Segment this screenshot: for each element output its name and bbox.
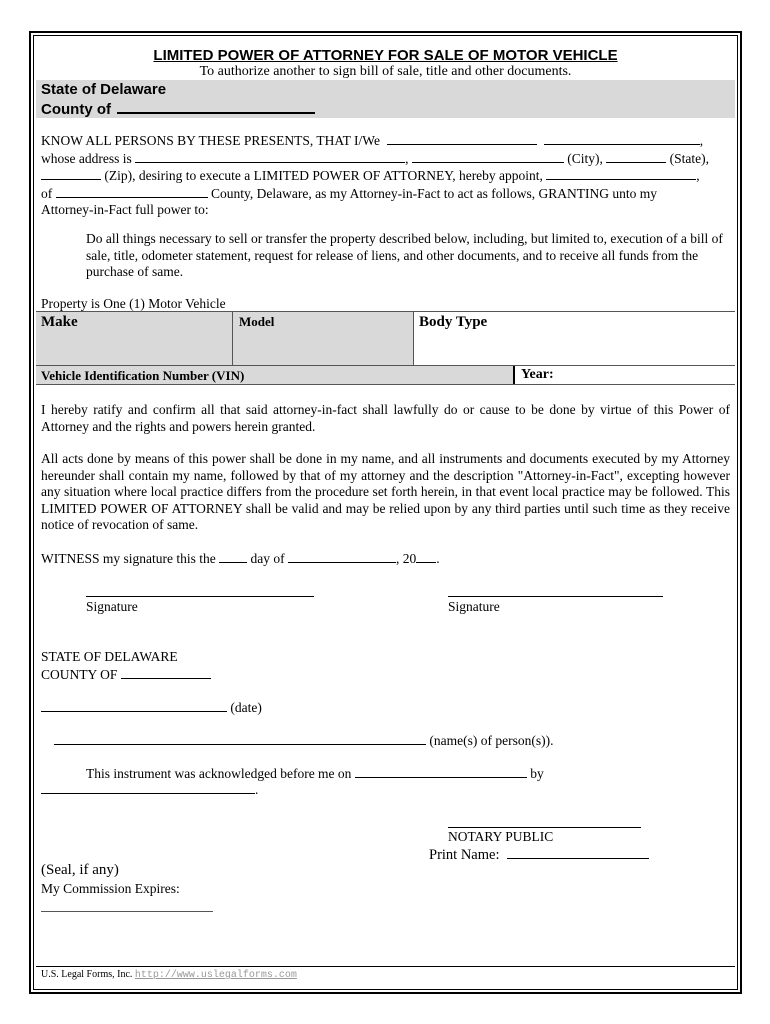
notary-county-blank[interactable] <box>121 666 211 679</box>
attorney-name-blank[interactable] <box>546 167 696 180</box>
body-type-label: Body Type <box>419 314 488 330</box>
intro-paragraph: KNOW ALL PERSONS BY THESE PRESENTS, THAT I/We , whose address is , (City), (State), (Zip), desiring to execute a LIMITED POWER OF ATTORNEY, hereby appoint, , of County, Delaware, as my Attorney-in-Fact to act as follows, GRANTING unto my Attorney-in-Fact full power to: <box>41 132 731 219</box>
acts-paragraph: All acts done by means of this power shall be done in my name, and all instruments and documents executed by my Attorney hereunder shall contain my name, followed by that of my attorney and the description "Attorney-in-Fact", excepting however any situation where local practice differs from the procedure set forth herein, in that event local practice may be followed. This LIMITED POWER OF ATTORNEY shall be valid and may be relied upon by any third parties until such time as they receive notice of revocation of same. <box>41 451 730 532</box>
vin-cell[interactable] <box>36 366 515 384</box>
document-subtitle: To authorize another to sign bill of sale, title and other documents. <box>199 64 572 79</box>
witness-year-prefix: , 20 <box>395 551 417 566</box>
state-field-label: (State), <box>669 150 709 166</box>
signature-line-right[interactable] <box>448 596 663 597</box>
intro-line5: Attorney-in-Fact full power to: <box>41 202 209 217</box>
county-label: County of <box>41 101 111 118</box>
state-label: State of Delaware <box>41 81 167 98</box>
county-heading <box>41 98 315 118</box>
names-blank[interactable] <box>54 732 426 745</box>
county-blank[interactable] <box>117 98 315 114</box>
signature-line-left[interactable] <box>86 596 314 597</box>
grantor-name-blank-2[interactable] <box>544 132 700 145</box>
commission-blank[interactable] <box>41 911 213 912</box>
names-line <box>54 732 553 750</box>
zip-blank[interactable] <box>41 167 101 180</box>
city-label: (City), <box>567 150 603 166</box>
vehicle-table-row1 <box>36 311 735 366</box>
signature-label-right: Signature <box>448 599 500 614</box>
witness-end: . <box>436 551 440 566</box>
date-line <box>41 699 262 717</box>
notary-signature-line[interactable] <box>448 827 641 828</box>
date-label: (date) <box>230 700 262 715</box>
address-blank[interactable] <box>135 150 405 163</box>
year-cell[interactable] <box>515 366 735 384</box>
ack-period: . <box>255 782 259 797</box>
witness-month-blank[interactable] <box>288 550 396 563</box>
ack-by: by <box>530 766 544 781</box>
witness-year-blank[interactable] <box>416 550 436 563</box>
names-label: (name(s) of person(s)). <box>429 733 554 748</box>
make-cell[interactable] <box>36 312 233 365</box>
notary-state: STATE OF DELAWARE <box>41 649 178 664</box>
attorney-county-blank[interactable] <box>56 185 208 198</box>
witness-day-blank[interactable] <box>219 550 247 563</box>
footer <box>41 969 297 981</box>
notary-county-label: COUNTY OF <box>41 667 118 682</box>
intro-line1: KNOW ALL PERSONS BY THESE PRESENTS, THAT I/We <box>41 133 380 148</box>
ratify-paragraph: I hereby ratify and confirm all that said attorney-in-fact shall lawfully do or cause to be done by virtue of this Power of Attorney and the rights and powers herein granted. <box>41 402 730 434</box>
year-label: Year: <box>521 367 554 382</box>
footer-company: U.S. Legal Forms, Inc. <box>41 969 133 980</box>
notary-county-line <box>41 666 211 684</box>
body-type-cell[interactable] <box>414 312 735 365</box>
property-label: Property is One (1) Motor Vehicle <box>41 296 226 311</box>
witness-prefix: WITNESS my signature this the <box>41 551 216 566</box>
document-title: LIMITED POWER OF ATTORNEY FOR SALE OF MOTOR VEHICLE <box>153 47 618 64</box>
print-name-line <box>429 846 649 864</box>
witness-line <box>41 550 440 568</box>
ack-text: This instrument was acknowledged before me on <box>86 766 352 781</box>
ack-line2 <box>41 781 258 799</box>
ack-name-blank[interactable] <box>41 781 255 794</box>
address-label: whose address is <box>41 150 132 166</box>
model-label: Model <box>239 314 275 329</box>
state-blank[interactable] <box>606 150 666 163</box>
witness-day-of: day of <box>250 551 285 566</box>
ack-date-blank[interactable] <box>355 765 527 778</box>
print-name-label: Print Name: <box>429 847 500 863</box>
date-blank[interactable] <box>41 699 227 712</box>
model-cell[interactable] <box>233 312 414 365</box>
county-text: County, Delaware, as my Attorney-in-Fact to act as follows, GRANTING unto my <box>211 185 658 201</box>
footer-url-link[interactable]: http://www.uslegalforms.com <box>134 970 297 981</box>
notary-public-label: NOTARY PUBLIC <box>448 829 554 844</box>
grantor-name-blank-1[interactable] <box>387 132 537 145</box>
zip-text: (Zip), desiring to execute a LIMITED POWER OF ATTORNEY, hereby appoint, <box>104 168 543 183</box>
vehicle-table-row2 <box>36 366 735 385</box>
powers-paragraph: Do all things necessary to sell or transfer the property described below, including, but limited to, execution of a bill of sale, title, odometer statement, request for release of liens, and other documents, and to receive all funds from the purchase of same. <box>86 231 723 279</box>
print-name-blank[interactable] <box>507 846 649 859</box>
city-blank[interactable] <box>412 150 564 163</box>
of-label: of <box>41 185 53 201</box>
seal-label: (Seal, if any) <box>41 862 119 878</box>
signature-label-left: Signature <box>86 599 138 614</box>
commission-label: My Commission Expires: <box>41 881 180 896</box>
make-label: Make <box>41 314 78 330</box>
ack-line <box>86 765 544 783</box>
vin-label: Vehicle Identification Number (VIN) <box>41 368 245 383</box>
